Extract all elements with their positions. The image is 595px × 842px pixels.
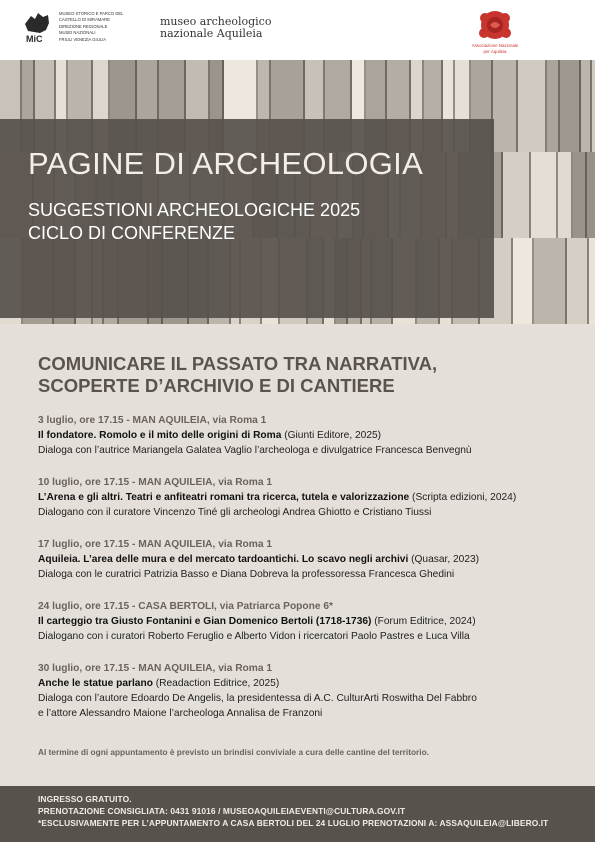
- event-book: [38, 552, 583, 567]
- event-item: [38, 599, 583, 644]
- mic-line: MUSEO STORICO E PARCO DEL: [59, 11, 124, 16]
- mic-line: CASTELLO DI MIRAMARE: [59, 17, 110, 23]
- event-description: Dialogano con il curatore Vincenzo Tiné gli archeologi Andrea Ghiotto e Cristiano Tiussi: [38, 507, 432, 518]
- book-title: Anche le statue parlano: [38, 678, 153, 689]
- association-line2: per Aquileia: [483, 48, 507, 54]
- museum-logo-line1: museo archeologico: [160, 15, 272, 28]
- mic-line: MUSEI NAZIONALI: [59, 30, 96, 36]
- program-section: [38, 353, 583, 738]
- hero-title: PAGINE DI ARCHEOLOGIA: [28, 146, 424, 181]
- event-description: Dialoga con l’autore Edoardo De Angelis, la presidentessa di A.C. CulturArti Roswitha Del Fabbro: [38, 693, 477, 704]
- association-line1: Associazione Nazionale: [471, 43, 519, 48]
- section-title-line2: SCOPERTE D’ARCHIVIO E DI CANTIERE: [38, 375, 395, 396]
- mic-line: DIREZIONE REGIONALE: [59, 23, 108, 29]
- book-publisher: (Quasar, 2023): [408, 554, 480, 565]
- museum-logo-line2: nazionale Aquileia: [160, 27, 263, 40]
- event-date-location: 10 luglio, ore 17.15 - MAN AQUILEIA, via Roma 1: [38, 477, 272, 488]
- hero-subtitle-line2: CICLO DI CONFERENZE: [28, 223, 236, 243]
- mic-logo-text: MiC: [26, 34, 43, 44]
- event-item: [38, 537, 583, 582]
- header: [0, 0, 595, 60]
- book-publisher: (Readaction Editrice, 2025): [152, 678, 280, 689]
- event-description: Dialoga con l’autrice Mariangela Galatea Vaglio l’archeologa e divulgatrice Francesca Benvegnù: [38, 445, 472, 456]
- association-name: [460, 43, 530, 54]
- hero-subtitle: [28, 199, 360, 245]
- section-title-line1: COMUNICARE IL PASSATO TRA NARRATIVA,: [38, 353, 438, 374]
- footer-admission: INGRESSO GRATUITO.: [38, 794, 132, 804]
- association-seal-icon: [475, 8, 515, 44]
- event-book: [38, 676, 583, 691]
- closing-note: Al termine di ogni appuntamento è previsto un brindisi conviviale a cura delle cantine del territorio.: [38, 747, 429, 757]
- mic-line: FRIULI VENEZIA GIULIA: [59, 36, 107, 42]
- event-book: [38, 428, 583, 443]
- hero-banner: [0, 60, 595, 324]
- footer-booking: PRENOTAZIONE CONSIGLIATA: 0431 91016 / MUSEOAQUILEIAEVENTI@CULTURA.GOV.IT: [38, 806, 406, 816]
- event-description: Dialogano con i curatori Roberto Feruglio e Alberto Vidon i ricercatori Paolo Pastres e Luca Villa: [38, 631, 470, 642]
- mic-institution-text: [59, 11, 149, 43]
- event-book: [38, 614, 583, 629]
- event-date-location: 17 luglio, ore 17.15 - MAN AQUILEIA, via Roma 1: [38, 539, 272, 550]
- mic-logo: [22, 10, 52, 44]
- book-title: Aquileia. L’area delle mura e del mercato tardoantichi. Lo scavo negli archivi: [38, 554, 409, 565]
- event-item: [38, 413, 583, 458]
- book-title: Il carteggio tra Giusto Fontanini e Gian Domenico Bertoli (1718-1736): [38, 616, 372, 627]
- event-description: Dialoga con le curatrici Patrizia Basso e Diana Dobreva la professoressa Francesca Ghedini: [38, 569, 455, 580]
- book-publisher: (Giunti Editore, 2025): [281, 430, 382, 441]
- book-publisher: (Scripta edizioni, 2024): [409, 492, 517, 503]
- book-publisher: (Forum Editrice, 2024): [371, 616, 476, 627]
- event-description: e l’attore Alessandro Maione l’archeologa Annalisa de Franzoni: [38, 708, 323, 719]
- museum-logo: [160, 16, 271, 40]
- footer: [0, 786, 595, 842]
- event-date-location: 3 luglio, ore 17.15 - MAN AQUILEIA, via Roma 1: [38, 415, 267, 426]
- footer-bertoli-booking: *ESCLUSIVAMENTE PER L’APPUNTAMENTO A CASA BERTOLI DEL 24 LUGLIO PRENOTAZIONI A: ASSAQUILEIA@LIBERO.IT: [38, 818, 549, 828]
- event-date-location: 24 luglio, ore 17.15 - CASA BERTOLI, via Patriarca Popone 6*: [38, 601, 333, 612]
- book-title: Il fondatore. Romolo e il mito delle origini di Roma: [38, 430, 282, 441]
- book-title: L’Arena e gli altri. Teatri e anfiteatri romani tra ricerca, tutela e valorizzazione: [38, 492, 410, 503]
- event-item: [38, 475, 583, 520]
- event-date-location: 30 luglio, ore 17.15 - MAN AQUILEIA, via Roma 1: [38, 663, 272, 674]
- event-item: [38, 661, 583, 721]
- event-book: [38, 490, 583, 505]
- section-title: [38, 353, 583, 397]
- hero-subtitle-line1: SUGGESTIONI ARCHEOLOGICHE 2025: [28, 200, 361, 220]
